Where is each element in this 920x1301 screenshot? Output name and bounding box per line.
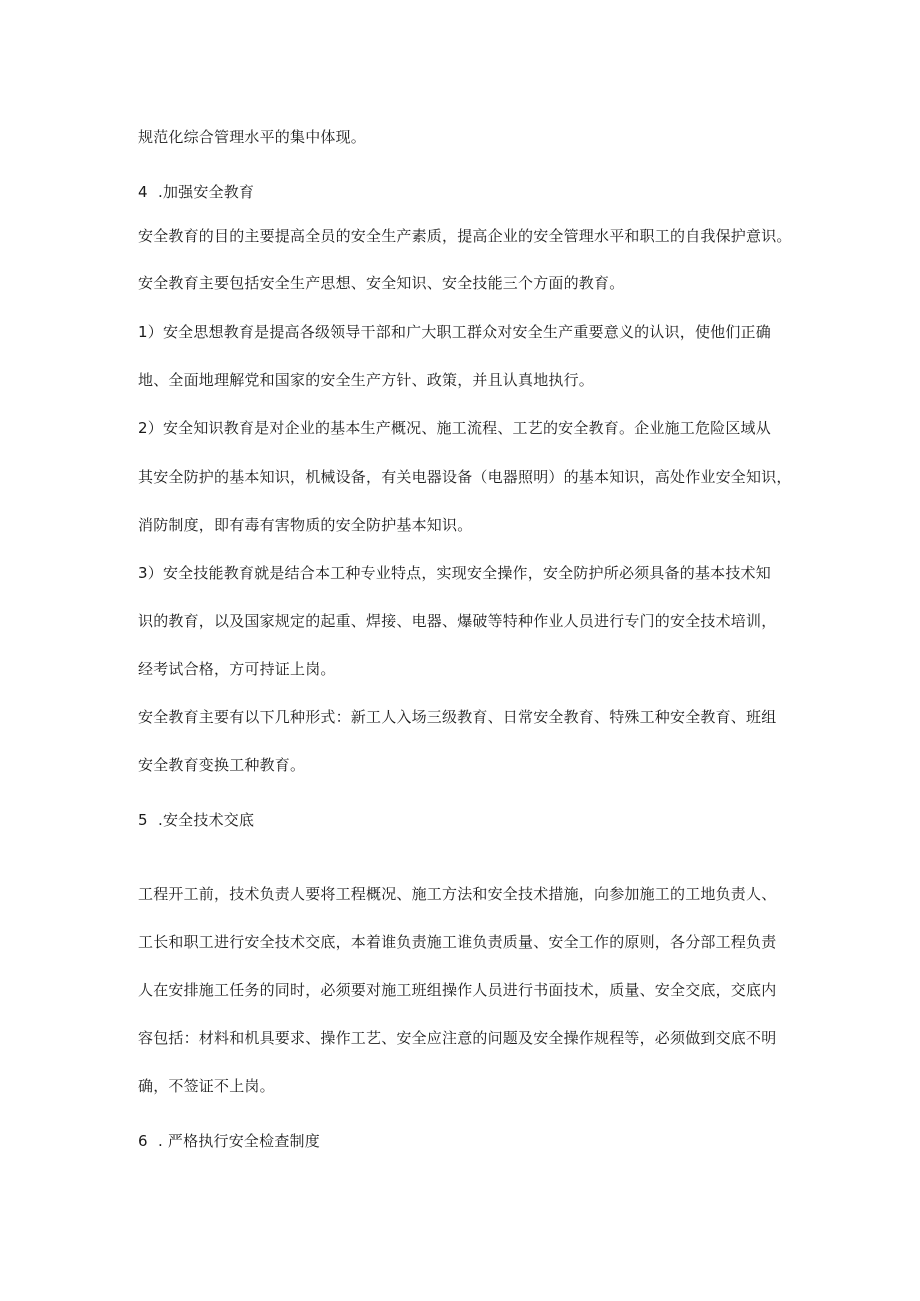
heading-text: .加强安全教育 <box>158 183 255 201</box>
paragraph-line: 安全教育主要有以下几种形式：新工人入场三级教育、日常安全教育、特殊工种安全教育、班组 <box>138 708 777 726</box>
paragraph-line: 安全教育主要包括安全生产思想、安全知识、安全技能三个方面的教育。 <box>138 274 625 292</box>
paragraph-line: 2）安全知识教育是对企业的基本生产概况、施工流程、工艺的安全教育。企业施工危险区域从 <box>138 419 771 437</box>
paragraph-line: 其安全防护的基本知识，机械设备，有关电器设备（电器照明）的基本知识，高处作业安全知识， <box>138 468 792 486</box>
section-heading-6 <box>138 1131 320 1151</box>
paragraph-line: 1）安全思想教育是提高各级领导干部和广大职工群众对安全生产重要意义的认识，使他们正确 <box>138 323 771 341</box>
paragraph-line: 人在安排施工任务的同时，必须要对施工班组操作人员进行书面技术，质量、安全交底，交底内 <box>138 981 777 999</box>
paragraph-line: 安全教育的目的主要提高全员的安全生产素质，提高企业的安全管理水平和职工的自我保护意识。 <box>138 227 792 245</box>
paragraph-line: 规范化综合管理水平的集中体现。 <box>138 128 367 146</box>
paragraph-line: 安全教育变换工种教育。 <box>138 756 306 774</box>
paragraph-line: 容包括：材料和机具要求、操作工艺、安全应注意的问题及安全操作规程等，必须做到交底不明 <box>138 1029 777 1047</box>
section-heading-4 <box>138 182 254 202</box>
paragraph-line: 工长和职工进行安全技术交底，本着谁负责施工谁负责质量、安全工作的原则，各分部工程负责 <box>138 933 777 951</box>
heading-text: .安全技术交底 <box>158 811 255 829</box>
heading-number: 5 <box>138 811 148 829</box>
paragraph-line: 消防制度，即有毒有害物质的安全防护基本知识。 <box>138 516 473 534</box>
paragraph-line: 识的教育，以及国家规定的起重、焊接、电器、爆破等特种作业人员进行专门的安全技术培训， <box>138 612 777 630</box>
heading-number: 6 <box>138 1132 148 1150</box>
paragraph-line: 确，不签证不上岗。 <box>138 1077 275 1095</box>
paragraph-line: 工程开工前，技术负责人要将工程概况、施工方法和安全技术措施，向参加施工的工地负责人、 <box>138 885 777 903</box>
paragraph-line: 3）安全技能教育就是结合本工种专业特点，实现安全操作，安全防护所必须具备的基本技术知 <box>138 564 771 582</box>
paragraph-line: 经考试合格，方可持证上岗。 <box>138 660 336 678</box>
paragraph-line: 地、全面地理解党和国家的安全生产方针、政策，并且认真地执行。 <box>138 371 595 389</box>
heading-number: 4 <box>138 183 148 201</box>
heading-text: . 严格执行安全检查制度 <box>158 1132 320 1150</box>
section-heading-5 <box>138 810 254 830</box>
